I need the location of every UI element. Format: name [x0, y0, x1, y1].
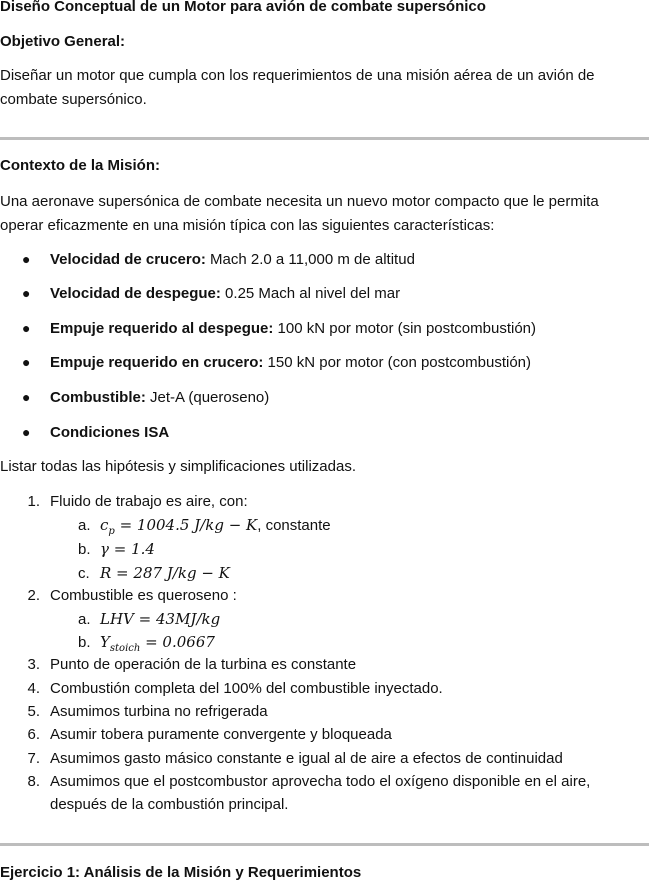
bullet-icon: ●: [22, 320, 31, 336]
list-item-text: Asumimos turbina no refrigerada: [50, 703, 268, 720]
sub-item-letter: a.: [78, 611, 91, 628]
sub-item-letter: c.: [78, 565, 90, 582]
sub-item-formula: $c_p = 1004.5$ J/kg − K, constante: [100, 516, 331, 537]
list-item-text: Punto de operación de la turbina es constante: [50, 656, 357, 673]
bullet-value: 100 kN por motor (sin postcombustión): [273, 320, 537, 337]
contexto-text: Una aeronave supersónica de combate necesita un nuevo motor compacto que le permita operar eficazmente en una misión típica con las siguientes características:: [0, 193, 599, 234]
bullet-icon: ●: [22, 389, 31, 405]
list-item-text: Combustión completa del 100% del combustible inyectado.: [50, 680, 443, 697]
objetivo-text: Diseñar un motor que cumpla con los requerimientos de una misión aérea de un avión de combate supersónico.: [0, 67, 595, 108]
bullet-icon: ●: [22, 251, 31, 267]
bullet-value: 0.25 Mach al nivel del mar: [220, 285, 401, 302]
bullet-label: Empuje requerido al despegue:: [50, 320, 274, 337]
list-number: 5.: [27, 703, 40, 720]
list-number: 6.: [27, 726, 40, 743]
list-item-text-continuation: después de la combustión principal.: [50, 796, 289, 813]
bullet-value: 150 kN por motor (con postcombustión): [263, 354, 532, 371]
bullet-label: Velocidad de despegue:: [50, 285, 221, 302]
list-item-text: Combustible es queroseno :: [50, 587, 237, 604]
ejercicio-heading: Ejercicio 1: Análisis de la Misión y Requerimientos: [0, 864, 362, 881]
sub-item-formula: $Y_{stoich} = 0.0667$: [100, 633, 215, 654]
list-item-text: Fluido de trabajo es aire, con:: [50, 493, 248, 510]
list-number: 4.: [27, 680, 40, 697]
sub-item-formula: R = 287 J/kg − K: [100, 564, 230, 582]
list-number: 8.: [27, 773, 40, 790]
sub-item-formula: γ = 1.4: [100, 540, 155, 558]
sub-item-formula: LHV = 43MJ/kg: [100, 610, 221, 628]
bullet-icon: ●: [22, 354, 31, 370]
bullet-label: Combustible:: [50, 389, 146, 406]
hipotesis-intro: Listar todas las hipótesis y simplificaciones utilizadas.: [0, 458, 356, 475]
list-number: 7.: [27, 750, 40, 767]
contexto-heading: Contexto de la Misión:: [0, 157, 161, 174]
list-item-text: Asumimos gasto másico constante e igual al de aire a efectos de continuidad: [50, 750, 563, 767]
bullet-icon: ●: [22, 424, 31, 440]
list-number: 2.: [27, 587, 40, 604]
list-number: 3.: [27, 656, 40, 673]
list-number: 1.: [27, 493, 40, 510]
sub-item-letter: b.: [78, 541, 91, 558]
list-item-text: Asumimos que el postcombustor aprovecha todo el oxígeno disponible en el aire,: [50, 773, 591, 790]
list-item-text: Asumir tobera puramente convergente y bloqueada: [50, 726, 392, 743]
objetivo-heading: Objetivo General:: [0, 33, 126, 50]
bullet-label: Velocidad de crucero:: [50, 251, 206, 268]
section-divider: [0, 137, 649, 140]
bullet-value: Jet-A (queroseno): [145, 389, 270, 406]
bullet-value: Mach 2.0 a 11,000 m de altitud: [205, 251, 415, 268]
bullet-icon: ●: [22, 285, 31, 301]
bullet-label: Empuje requerido en crucero:: [50, 354, 264, 371]
bullet-label: Condiciones ISA: [50, 424, 170, 441]
section-divider: [0, 843, 649, 846]
sub-item-letter: a.: [78, 517, 91, 534]
sub-item-letter: b.: [78, 634, 91, 651]
document-title: Diseño Conceptual de un Motor para avión de combate supersónico: [0, 0, 486, 15]
